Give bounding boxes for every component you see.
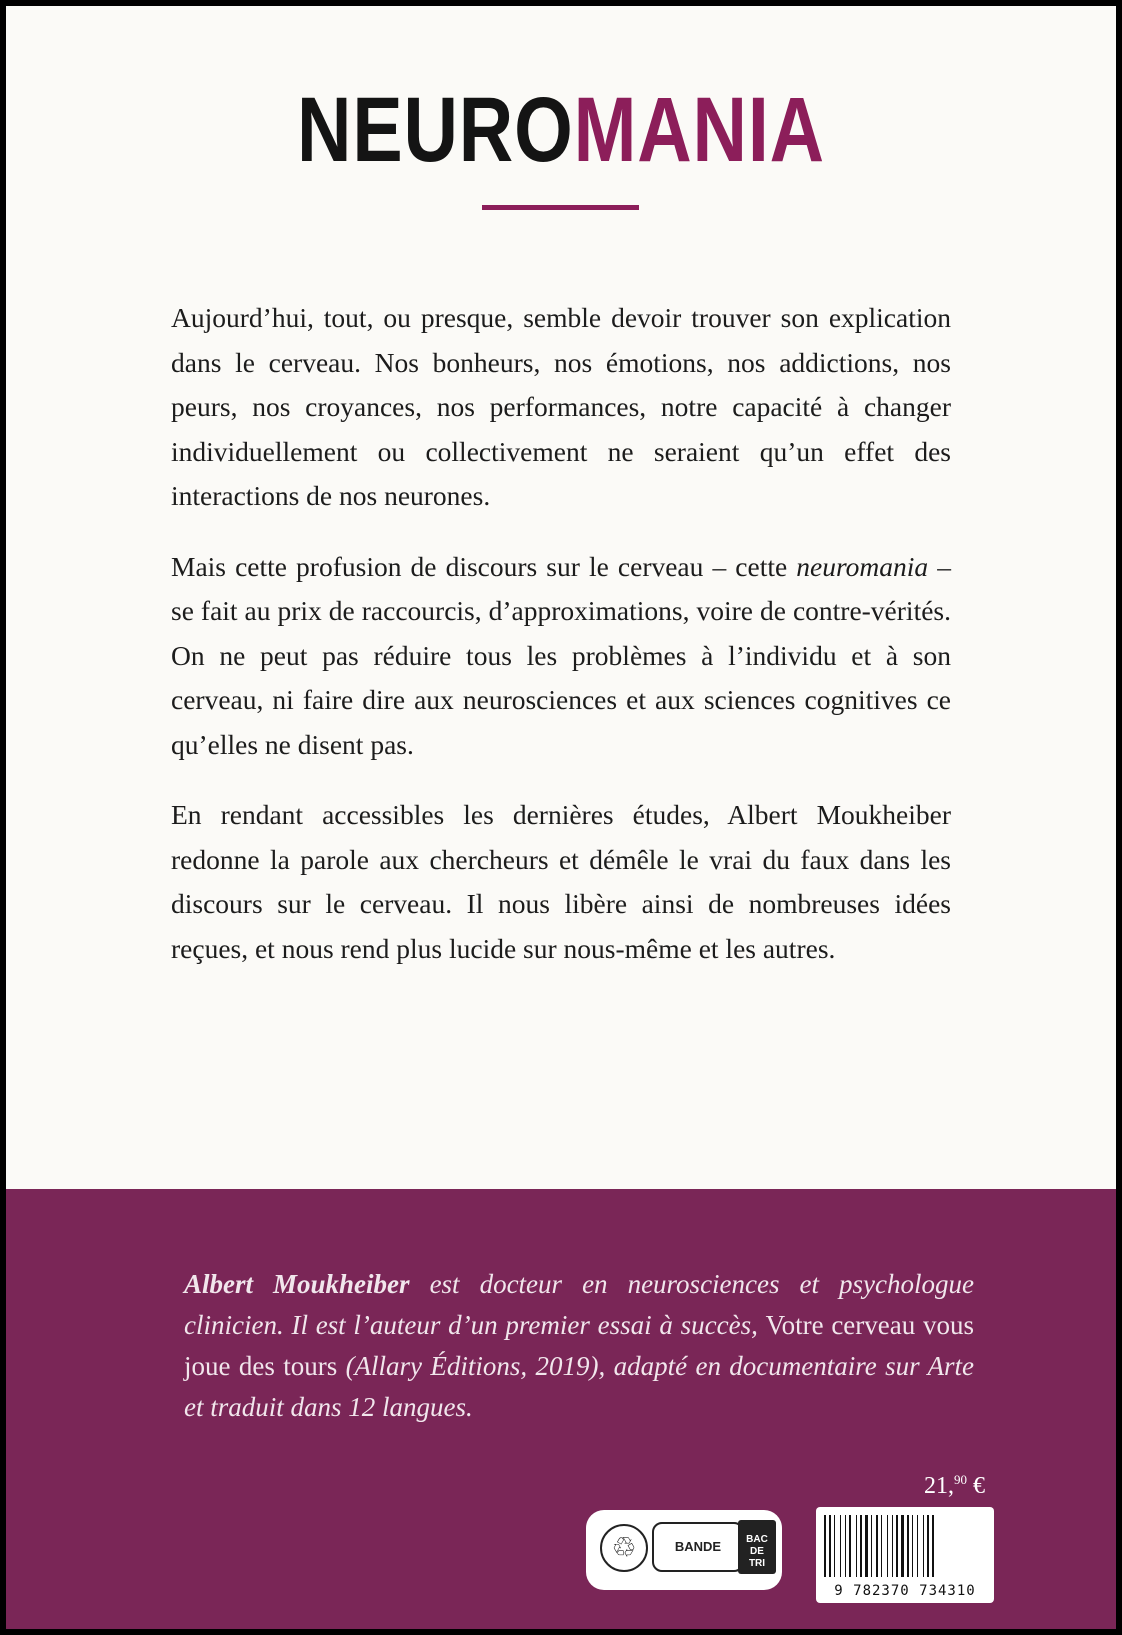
blurb-paragraph-2 xyxy=(171,545,951,768)
barcode xyxy=(816,1507,994,1603)
barcode-bar xyxy=(824,1515,826,1577)
price xyxy=(924,1472,985,1500)
barcode-bar xyxy=(876,1515,878,1577)
blurb-paragraph-2-end: – se fait au prix de raccourcis, d’approximations, voire de contre-vérités. On ne peut pas réduire tous les problèmes à l’individu et à son cerveau, ni faire dire aux neurosciences et aux sciences cognitives ce qu’elles ne disent pas. xyxy=(171,550,951,760)
recycling-bin-icon xyxy=(738,1520,776,1574)
barcode-bar xyxy=(901,1515,904,1577)
triman-recycle-icon: ♲ xyxy=(600,1524,648,1572)
bio-text-1: est docteur en neurosciences et psychologue clinicien. Il est l’auteur d’un premier essai à succès, xyxy=(184,1269,974,1340)
title-part-mania: MANIA xyxy=(573,79,825,181)
book-title xyxy=(106,79,1016,181)
bio-book-title: Votre cerveau vous joue des tours xyxy=(184,1310,974,1381)
barcode-bar xyxy=(892,1515,893,1577)
barcode-bar xyxy=(927,1515,929,1577)
title-underline xyxy=(482,205,639,210)
blurb-paragraph-3: En rendant accessibles les dernières études, Albert Moukheiber redonne la parole aux chercheurs et démêle le vrai du faux dans les discours sur le cerveau. Il nous libère ainsi de nombreuses idées reçues, et nous rend plus lucide sur nous-même et les autres. xyxy=(171,799,951,964)
barcode-bar xyxy=(912,1515,913,1577)
blurb-paragraph-1: Aujourd’hui, tout, ou presque, semble devoir trouver son explication dans le cerveau. Nos bonheurs, nos émotions, nos addictions, nos peurs, nos croyances, nos performances, notre capacité à changer individuellement ou collectivement ne seraient qu’un effet des interactions de nos neurones. xyxy=(171,302,951,511)
barcode-bar xyxy=(829,1515,831,1577)
bande-label: BANDE xyxy=(652,1522,744,1572)
bac-label-3: TRI xyxy=(748,1558,766,1569)
back-cover xyxy=(6,6,1116,1629)
author-bio xyxy=(184,1264,974,1428)
barcode-bar xyxy=(840,1515,841,1577)
author-band xyxy=(6,1189,1116,1629)
barcode-bar xyxy=(849,1515,851,1577)
barcode-bar xyxy=(871,1515,872,1577)
recycling-info xyxy=(586,1510,782,1590)
barcode-bar xyxy=(881,1515,882,1577)
barcode-bar xyxy=(923,1515,924,1577)
barcode-bar xyxy=(896,1515,898,1577)
title-part-neuro: NEURO xyxy=(297,79,574,181)
barcode-bar xyxy=(845,1515,846,1577)
isbn-number: 9 782370 734310 xyxy=(834,1583,976,1599)
blurb-paragraph-2-start: Mais cette profusion de discours sur le cerveau – cette xyxy=(171,550,797,582)
price-currency: € xyxy=(967,1473,985,1499)
barcode-bar xyxy=(907,1515,909,1577)
barcode-bar xyxy=(860,1515,862,1577)
barcode-bar xyxy=(865,1515,868,1577)
barcode-bar xyxy=(932,1515,934,1577)
author-name: Albert Moukheiber xyxy=(184,1269,410,1299)
barcode-bar xyxy=(917,1515,918,1577)
barcode-bar xyxy=(856,1515,857,1577)
barcode-bar xyxy=(887,1515,888,1577)
blurb xyxy=(171,296,951,997)
price-main: 21, xyxy=(924,1473,954,1499)
bio-text-2: (Allary Éditions, 2019), adapté en documentaire sur Arte et traduit dans 12 langues. xyxy=(184,1351,974,1422)
barcode-bar xyxy=(834,1515,835,1577)
bac-label-1: BAC xyxy=(746,1534,768,1545)
price-cents: 90 xyxy=(954,1472,967,1487)
blurb-paragraph-2-italic: neuromania xyxy=(796,550,929,582)
bac-label-2: DE xyxy=(750,1546,764,1557)
